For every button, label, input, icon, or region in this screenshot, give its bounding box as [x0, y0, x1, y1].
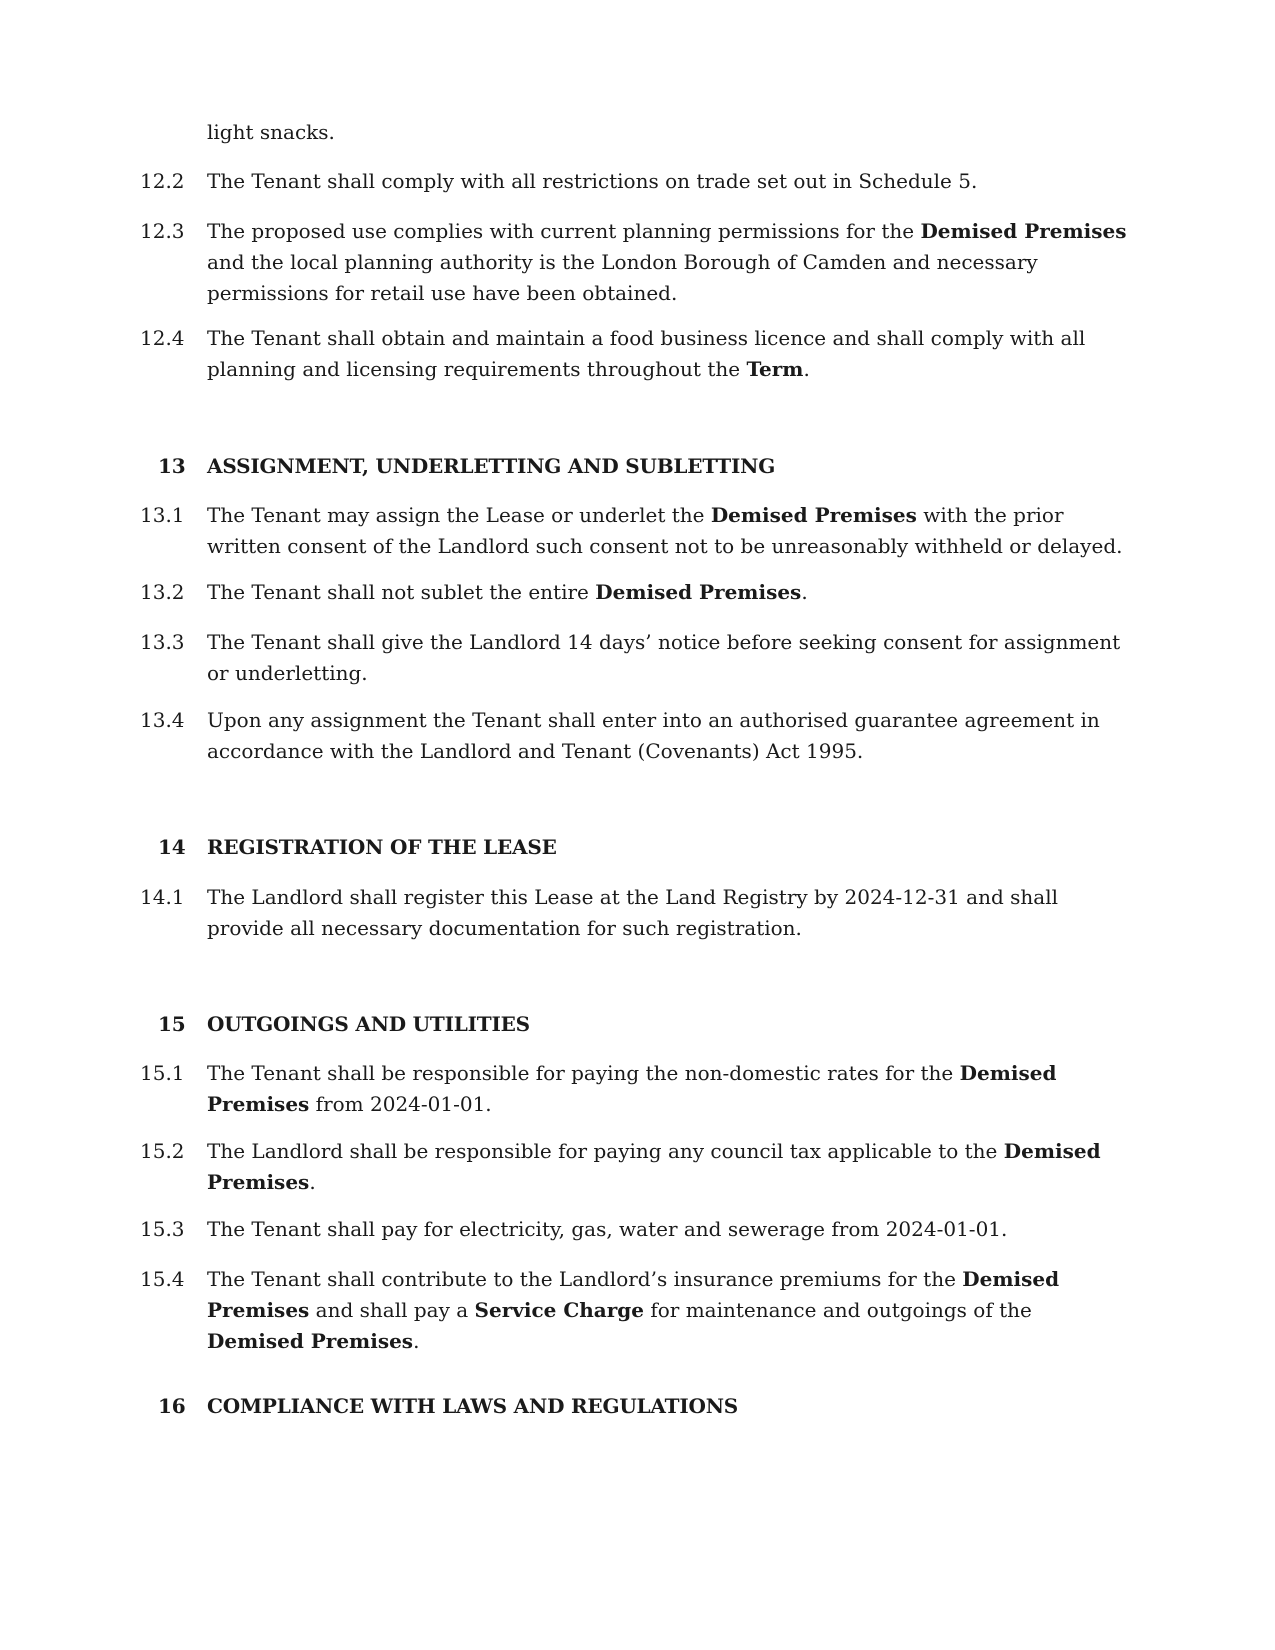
clause-15-1 — [140, 1058, 1130, 1120]
clause-12-4 — [140, 323, 1130, 385]
section-number: 13 — [158, 454, 186, 478]
clause-13-1 — [140, 500, 1130, 562]
section-heading-13 — [140, 451, 1130, 482]
defined-term: Demised Premises — [207, 1139, 1101, 1194]
clause-number: 12.2 — [140, 169, 185, 193]
clause-text: The Tenant shall give the Landlord 14 days’ notice before seeking consent for assignment or underletting. — [207, 630, 1121, 685]
defined-term: Term — [746, 357, 804, 381]
clause-number: 15.3 — [140, 1217, 185, 1241]
section-heading-14 — [140, 832, 1130, 863]
clause-12-2 — [140, 166, 1130, 197]
section-number: 14 — [158, 835, 186, 859]
clause-13-2 — [140, 577, 1130, 608]
defined-term: Demised Premises — [710, 503, 917, 527]
clause-number: 14.1 — [140, 885, 185, 909]
section-heading-16 — [140, 1391, 1130, 1422]
defined-term: Service Charge — [474, 1298, 644, 1322]
section-heading-15 — [140, 1009, 1130, 1040]
clause-15-2 — [140, 1136, 1130, 1198]
defined-term: Demised Premises — [207, 1329, 414, 1353]
defined-term: Demised Premises — [207, 1267, 1060, 1322]
clause-text: The Tenant shall pay for electricity, gas, water and sewerage from 2024-01-01. — [207, 1217, 1008, 1241]
section-title: ASSIGNMENT, UNDERLETTING AND SUBLETTING — [207, 454, 776, 478]
clause-number: 15.1 — [140, 1061, 185, 1085]
clause-15-4 — [140, 1264, 1130, 1357]
clause-text: The Landlord shall be responsible for paying any council tax applicable to the Demised Premises. — [207, 1139, 1101, 1194]
section-title: REGISTRATION OF THE LEASE — [207, 835, 557, 859]
clause-13-4 — [140, 705, 1130, 767]
section-number: 16 — [158, 1394, 186, 1418]
clause-text: The Tenant may assign the Lease or underlet the Demised Premises with the prior written consent of the Landlord such consent not to be unreasonably withheld or delayed. — [207, 503, 1123, 558]
defined-term: Demised Premises — [207, 1061, 1057, 1116]
clause-text: The Tenant shall be responsible for paying the non-domestic rates for the Demised Premises from 2024-01-01. — [207, 1061, 1057, 1116]
clause-number: 13.3 — [140, 630, 185, 654]
clause-number: 12.3 — [140, 219, 185, 243]
section-number: 15 — [158, 1012, 186, 1036]
clause-text: The Tenant shall obtain and maintain a food business licence and shall comply with all planning and licensing requirements throughout the Term. — [207, 326, 1086, 381]
clause-text: The Tenant shall contribute to the Landlord’s insurance premiums for the Demised Premises and shall pay a Service Charge for maintenance and outgoings of the Demised Premises. — [207, 1267, 1060, 1353]
clause-12-3 — [140, 216, 1130, 309]
clause-text: The Tenant shall not sublet the entire Demised Premises. — [207, 580, 808, 604]
clause-15-3 — [140, 1214, 1130, 1245]
clause-text: The proposed use complies with current planning permissions for the Demised Premises and the local planning authority is the London Borough of Camden and necessary permissions for retail use have been obtained. — [207, 219, 1127, 305]
clause-number: 15.2 — [140, 1139, 185, 1163]
continuation-text: light snacks. — [207, 120, 335, 144]
clause-text: Upon any assignment the Tenant shall enter into an authorised guarantee agreement in accordance with the Landlord and Tenant (Covenants) Act 1995. — [207, 708, 1100, 763]
clause-number: 13.4 — [140, 708, 185, 732]
clause-number: 13.1 — [140, 503, 185, 527]
clause-number: 12.4 — [140, 326, 185, 350]
section-title: OUTGOINGS AND UTILITIES — [207, 1012, 530, 1036]
defined-term: Demised Premises — [920, 219, 1127, 243]
clause-14-1 — [140, 882, 1130, 944]
clause-13-3 — [140, 627, 1130, 689]
clause-text: The Tenant shall comply with all restrictions on trade set out in Schedule 5. — [207, 169, 978, 193]
section-title: COMPLIANCE WITH LAWS AND REGULATIONS — [207, 1394, 739, 1418]
clause-number: 13.2 — [140, 580, 185, 604]
clause-number: 15.4 — [140, 1267, 185, 1291]
defined-term: Demised Premises — [595, 580, 802, 604]
clause-text: The Landlord shall register this Lease at the Land Registry by 2024-12-31 and shall provide all necessary documentation for such registration. — [207, 885, 1059, 940]
